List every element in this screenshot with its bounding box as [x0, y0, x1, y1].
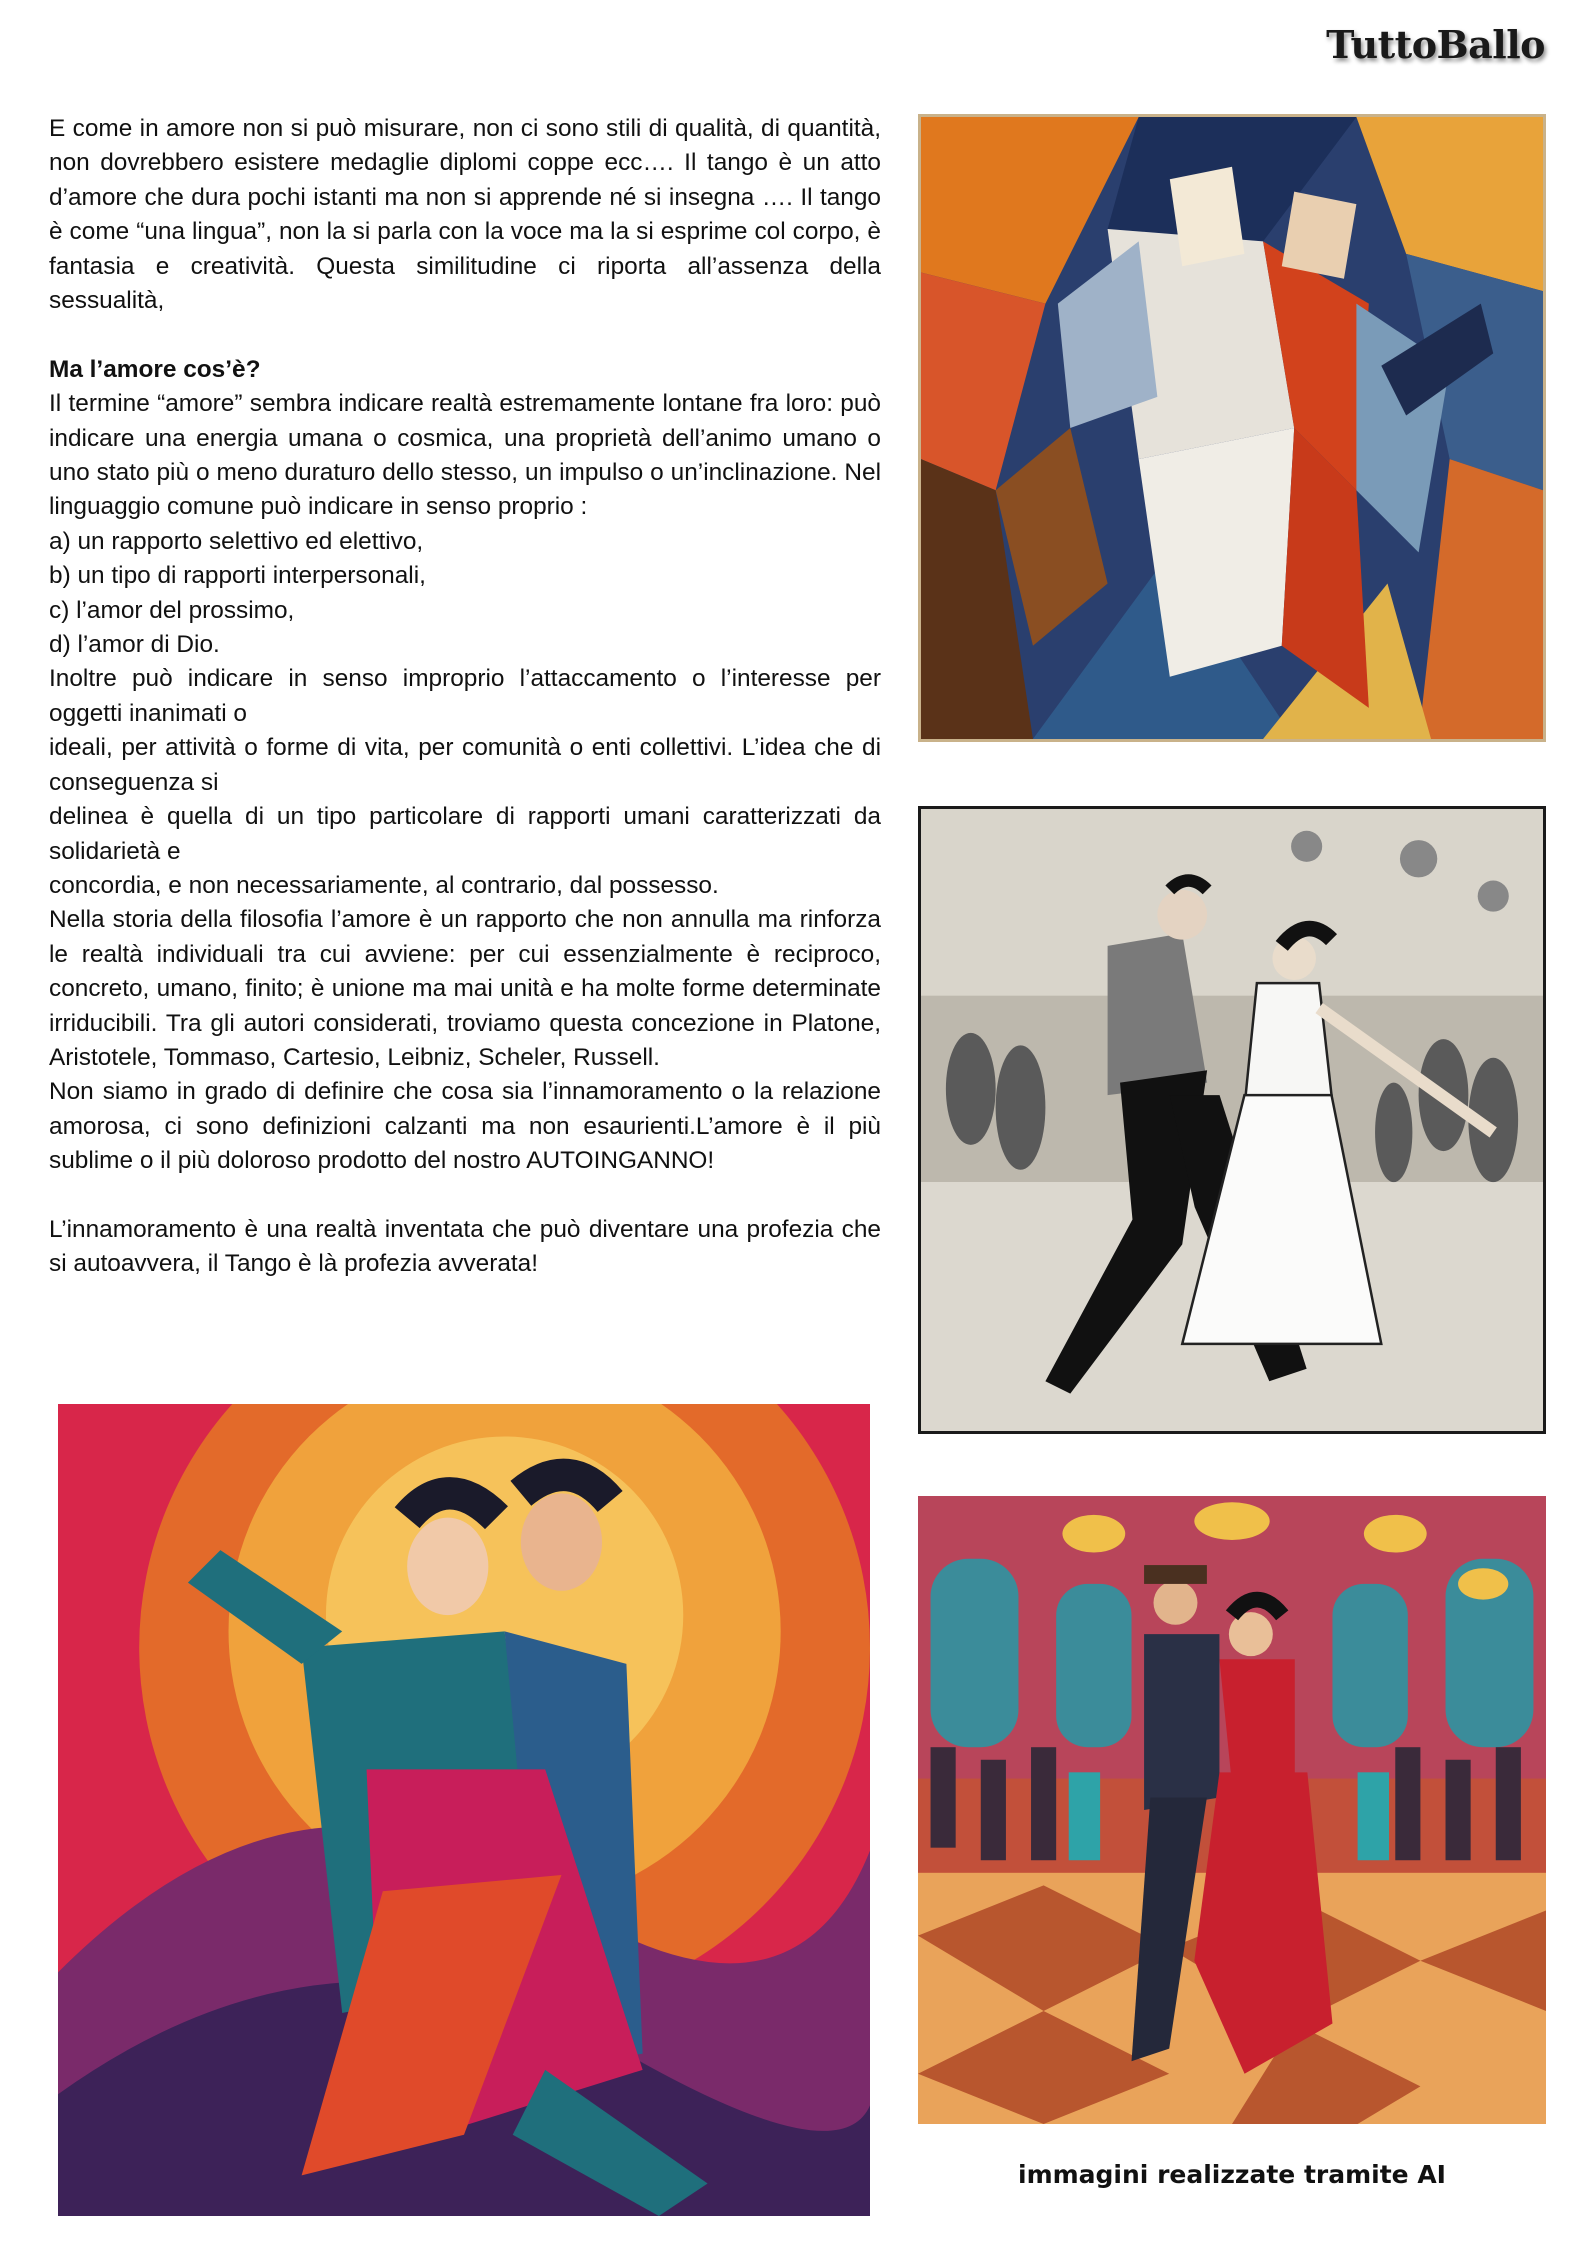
- paragraph-improper-sense-3: delinea è quella di un tipo particolare di rapporti umani caratterizzati da solidarietà e: [49, 803, 881, 865]
- section-heading: Ma l’amore cos’è?: [49, 355, 261, 383]
- list-item: d) l’amor di Dio.: [49, 631, 220, 659]
- paragraph-intro: E come in amore non si può misurare, non ci sono stili di qualità, di quantità, non dovrebbero esistere medaglie diplomi coppe ecc…. Il tango è un atto d’amore che dura pochi istanti ma non si apprende né si insegna …. Il tango è come “una lingua”, non la si parla con la voce ma la si esprime col corpo, è fantasia e creatività. Questa similitudine ci riporta all’assenza della sessualità,: [49, 115, 881, 315]
- brand-logo: TuttoBallo: [1326, 22, 1545, 67]
- list-item: b) un tipo di rapporti interpersonali,: [49, 562, 426, 590]
- article-body: [49, 112, 881, 1282]
- paragraph-improper-sense-4: concordia, e non necessariamente, al contrario, dal possesso.: [49, 871, 719, 899]
- list-item: c) l’amor del prossimo,: [49, 596, 295, 624]
- paragraph-conclusion: L’innamoramento è una realtà inventata che può diventare una profezia che si autoavvera, il Tango è là profezia avverata!: [49, 1215, 881, 1278]
- image-caption: immagini realizzate tramite AI: [1018, 2160, 1446, 2189]
- list-item: a) un rapporto selettivo ed elettivo,: [49, 527, 424, 555]
- paragraph-philosophy: Nella storia della filosofia l’amore è un rapporto che non annulla ma rinforza le realtà individuali tra cui avviene: per cui essenzialmente è reciproco, concreto, umano, finito; è unione ma mai unità e ha molte forme determinate irriducibili. Tra gli autori considerati, troviamo questa concezione in Platone, Aristotele, Tommaso, Cartesio, Leibniz, Scheler, Russell.: [49, 906, 881, 1071]
- paragraph-improper-sense: Inoltre può indicare in senso improprio l’attaccamento o l’interesse per oggetti inanimati o: [49, 665, 881, 727]
- ink-tango-illustration: [918, 806, 1546, 1434]
- cubist-tango-image: [918, 114, 1546, 742]
- paragraph-improper-sense-2: ideali, per attività o forme di vita, per comunità o enti collettivi. L’idea che di conseguenza si: [49, 734, 881, 796]
- paragraph-term-love: Il termine “amore” sembra indicare realtà estremamente lontane fra loro: può indicare una energia umana o cosmica, una proprietà dell’animo umano o uno stato più o meno duraturo dello stesso, un impulso o un’inclinazione. Nel linguaggio comune può indicare in senso proprio :: [49, 390, 881, 521]
- paragraph-definition: Non siamo in grado di definire che cosa sia l’innamoramento o la relazione amorosa, ci sono definizioni calzanti ma non esaurienti.L’amore è il più sublime o il più doloroso prodotto del nostro AUTOINGANNO!: [49, 1078, 881, 1175]
- pop-art-tango-image: [58, 1404, 870, 2216]
- ballroom-tango-image: [918, 1496, 1546, 2124]
